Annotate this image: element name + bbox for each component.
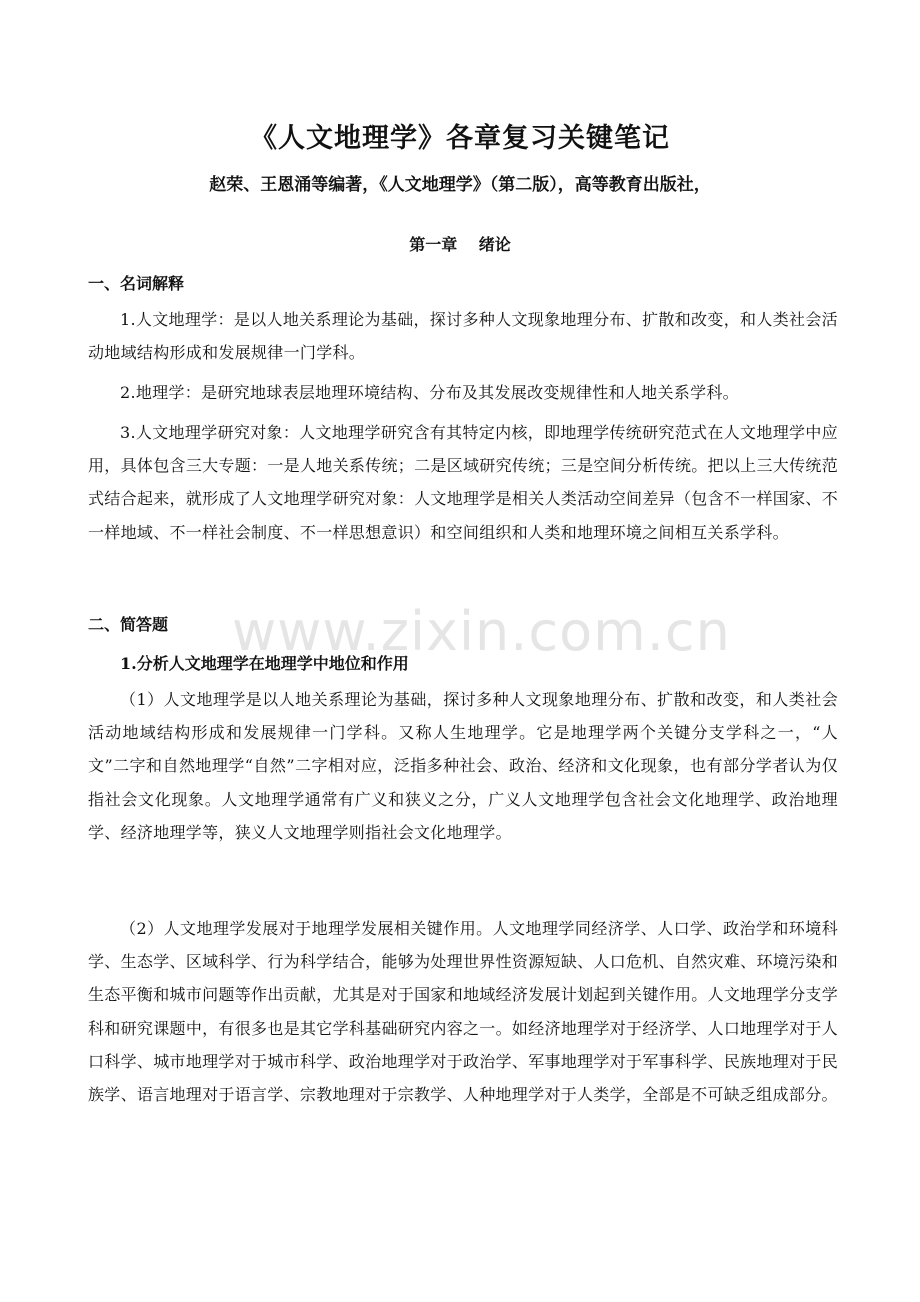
document-title: 《人文地理学》各章复习关键笔记 (250, 123, 670, 154)
document-subtitle: 赵荣、王恩涌等编著，《人文地理学》（第二版），高等教育出版社， (209, 175, 711, 195)
section-heading-definitions: 一、名词解释 (88, 274, 185, 293)
chapter-heading: 第一章 绪论 (409, 235, 511, 254)
definition-item: 2.地理学：是研究地球表层地理环境结构、分布及其发展改变规律性和人地关系学科。 (120, 383, 739, 402)
question-heading: 1.分析人文地理学在地理学中地位和作用 (120, 654, 409, 673)
watermark: www.zixin.com.cn (232, 600, 731, 663)
answer-paragraph: （2）人文地理学发展对于地理学发展相关键作用。人文地理学同经济学、人口学、政治学和环境科学、生态学、区域科学、行为科学结合，能够为处理世界性资源短缺、人口危机、自然灾难、环境污染和生态平衡和城市问题等作出贡献，尤其是对于国家和地域经济发展计划起到关键作用。人文地理学分支学科和研究课题中，有很多也是其它学科基础研究内容之一。如经济地理学对于经济学、人口地理学对于人口科学、城市地理学对于城市科学、政治地理学对于政治学、军事地理学对于军事科学、民族地理对于民族学、语言地理对于语言学、宗教地理对于宗教学、人种地理学对于人类学，全部是不可缺乏组成部分。 (88, 919, 838, 1105)
section-heading-short-answer: 二、简答题 (88, 615, 169, 634)
definition-item: 1.人文地理学：是以人地关系理论为基础，探讨多种人文现象地理分布、扩散和改变，和人类社会活动地域结构形成和发展规律一门学科。 (88, 310, 838, 363)
definition-item: 3.人文地理学研究对象：人文地理学研究含有其特定内核，即地理学传统研究范式在人文地理学中应用，具体包含三大专题：一是人地关系传统；二是区域研究传统；三是空间分析传统。把以上三大传统范式结合起来，就形成了人文地理学研究对象：人文地理学是相关人类活动空间差异（包含不一样国家、不一样地域、不一样社会制度、不一样思想意识）和空间组织和人类和地理环境之间相互关系学科。 (88, 423, 838, 542)
answer-paragraph: （1）人文地理学是以人地关系理论为基础，探讨多种人文现象地理分布、扩散和改变，和人类社会活动地域结构形成和发展规律一门学科。又称人生地理学。它是地理学两个关键分支学科之一，“人文”二字和自然地理学“自然”二字相对应，泛指多种社会、政治、经济和文化现象，也有部分学者认为仅指社会文化现象。人文地理学通常有广义和狭义之分，广义人文地理学包含社会文化地理学、政治地理学、经济地理学等，狭义人文地理学则指社会文化地理学。 (88, 690, 838, 842)
